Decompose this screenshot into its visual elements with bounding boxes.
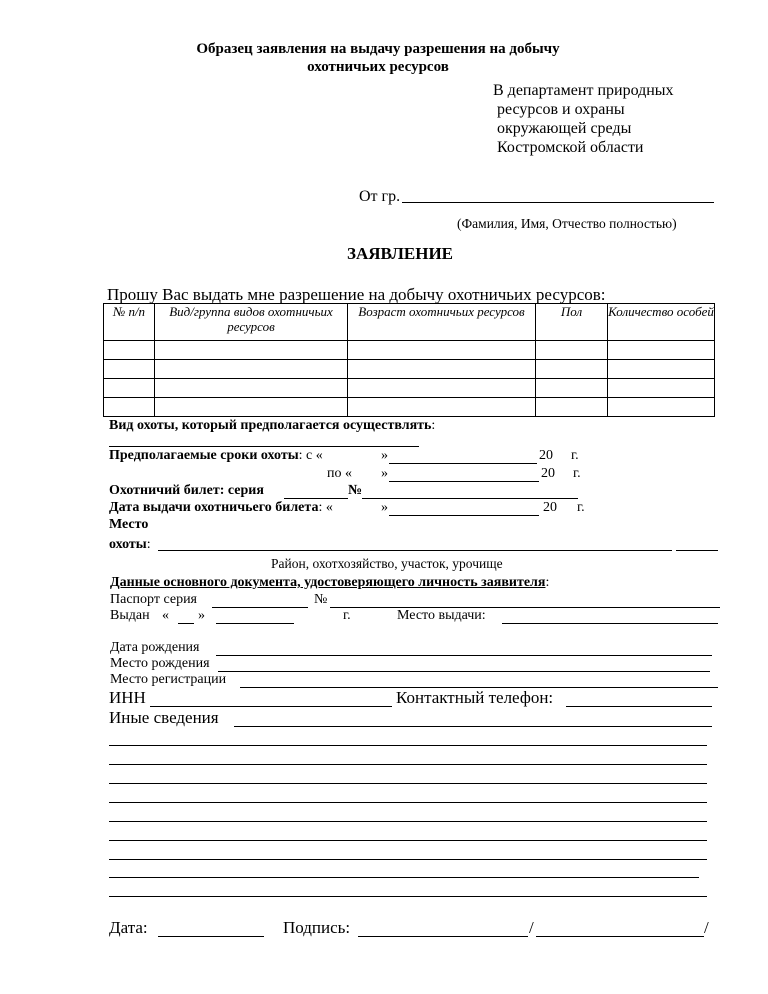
document-heading: Данные основного документа, удостоверяющего личность заявителя bbox=[110, 575, 546, 590]
phone-label: Контактный телефон: bbox=[396, 688, 554, 707]
signature-name-field[interactable] bbox=[536, 936, 704, 937]
issued-label: Выдан bbox=[110, 608, 150, 623]
table-cell[interactable] bbox=[536, 341, 608, 360]
terms-to-year-prefix: 20 bbox=[541, 466, 555, 481]
blank-line[interactable] bbox=[109, 877, 699, 878]
table-cell[interactable] bbox=[104, 379, 155, 398]
birth-date-label: Дата рождения bbox=[110, 640, 200, 655]
issued-quote-open: « bbox=[162, 608, 169, 623]
col-sex-header: Пол bbox=[536, 304, 608, 341]
inn-field[interactable] bbox=[150, 706, 392, 707]
hunt-type-colon: : bbox=[431, 418, 436, 433]
blank-line[interactable] bbox=[109, 840, 707, 841]
inn-label: ИНН bbox=[109, 688, 146, 707]
blank-line[interactable] bbox=[109, 896, 707, 897]
signature-slash: / bbox=[529, 918, 534, 937]
table-cell[interactable] bbox=[608, 398, 715, 417]
table-cell[interactable] bbox=[104, 341, 155, 360]
table-cell[interactable] bbox=[608, 341, 715, 360]
date-field[interactable] bbox=[158, 936, 264, 937]
from-label: От гр. bbox=[359, 188, 401, 205]
other-info-field[interactable] bbox=[234, 726, 712, 727]
terms-from-close-quote: » bbox=[381, 448, 388, 463]
col-count-header: Количество особей bbox=[608, 304, 715, 341]
col-number-header: № п/п bbox=[104, 304, 155, 341]
ticket-number-field[interactable] bbox=[362, 498, 578, 499]
table-cell[interactable] bbox=[348, 379, 536, 398]
terms-from-field[interactable] bbox=[389, 463, 537, 464]
table-cell[interactable] bbox=[608, 360, 715, 379]
terms-to-prefix: по « bbox=[327, 466, 352, 481]
ticket-date-open: : « bbox=[318, 500, 333, 515]
place-field[interactable] bbox=[158, 550, 672, 551]
addressee-line3: окружающей среды bbox=[497, 120, 632, 137]
addressee-line4: Костромской области bbox=[497, 139, 644, 156]
issued-quote-close: » bbox=[198, 608, 205, 623]
terms-from-year-prefix: 20 bbox=[539, 448, 553, 463]
table-cell[interactable] bbox=[104, 360, 155, 379]
place-issued-label: Место выдачи: bbox=[397, 608, 486, 623]
signature-field[interactable] bbox=[358, 936, 528, 937]
table-cell[interactable] bbox=[155, 398, 348, 417]
addressee-line2: ресурсов и охраны bbox=[497, 101, 625, 118]
table-cell[interactable] bbox=[536, 398, 608, 417]
birth-place-label: Место рождения bbox=[110, 656, 210, 671]
document-heading-colon: : bbox=[545, 575, 550, 590]
registration-label: Место регистрации bbox=[110, 672, 227, 687]
place-label-word: охоты bbox=[109, 537, 147, 552]
place-field-extra[interactable] bbox=[676, 550, 718, 551]
issued-month-field[interactable] bbox=[216, 623, 294, 624]
passport-label: Паспорт серия bbox=[110, 592, 197, 607]
signature-slash-end: / bbox=[704, 918, 709, 937]
ticket-date-year-suffix: г. bbox=[577, 500, 585, 515]
table-cell[interactable] bbox=[348, 398, 536, 417]
place-issued-field[interactable] bbox=[502, 623, 718, 624]
terms-to-close-quote: » bbox=[381, 466, 388, 481]
terms-from-row bbox=[109, 448, 323, 464]
place-colon: : bbox=[146, 537, 151, 552]
col-species-header: Вид/группа видов охотничьих ресурсов bbox=[155, 304, 348, 341]
issued-year-suffix: г. bbox=[343, 608, 351, 623]
ticket-date-label: Дата выдачи охотничьего билета bbox=[109, 500, 319, 515]
from-hint: (Фамилия, Имя, Отчество полностью) bbox=[457, 216, 677, 231]
ticket-date-close: » bbox=[381, 500, 388, 515]
hunt-type-row bbox=[109, 418, 435, 434]
from-name-field[interactable] bbox=[402, 202, 714, 203]
blank-line[interactable] bbox=[109, 745, 707, 746]
terms-to-field[interactable] bbox=[389, 481, 539, 482]
birth-place-field[interactable] bbox=[218, 671, 710, 672]
issued-day-field[interactable] bbox=[178, 623, 194, 624]
passport-series-field[interactable] bbox=[212, 607, 308, 608]
birth-date-field[interactable] bbox=[216, 655, 712, 656]
table-cell[interactable] bbox=[536, 379, 608, 398]
terms-from-prefix: : с « bbox=[298, 448, 323, 463]
passport-number-sign: № bbox=[314, 592, 328, 607]
terms-label: Предполагаемые сроки охоты bbox=[109, 448, 299, 463]
ticket-date-field[interactable] bbox=[389, 515, 539, 516]
table-row bbox=[104, 360, 715, 379]
table-row bbox=[104, 379, 715, 398]
table-cell[interactable] bbox=[155, 379, 348, 398]
terms-from-year-suffix: г. bbox=[571, 448, 579, 463]
table-cell[interactable] bbox=[608, 379, 715, 398]
table-cell[interactable] bbox=[348, 341, 536, 360]
ticket-number-sign: № bbox=[348, 483, 363, 498]
blank-line[interactable] bbox=[109, 764, 707, 765]
other-info-label: Иные сведения bbox=[109, 708, 219, 727]
request-text: Прошу Вас выдать мне разрешение на добычу охотничьих ресурсов: bbox=[107, 285, 606, 304]
blank-line[interactable] bbox=[109, 783, 707, 784]
hunt-type-label: Вид охоты, который предполагается осуществлять bbox=[109, 418, 432, 433]
place-hint: Район, охотхозяйство, участок, урочище bbox=[271, 556, 503, 571]
addressee-line1: В департамент природных bbox=[493, 82, 674, 99]
statement-heading: ЗАЯВЛЕНИЕ bbox=[347, 244, 454, 263]
table-row bbox=[104, 398, 715, 417]
table-row bbox=[104, 341, 715, 360]
col-age-header: Возраст охотничьих ресурсов bbox=[348, 304, 536, 341]
ticket-label: Охотничий билет: серия bbox=[109, 483, 264, 498]
hunt-type-field[interactable] bbox=[109, 446, 419, 447]
terms-to-year-suffix: г. bbox=[573, 466, 581, 481]
passport-number-field[interactable] bbox=[330, 607, 720, 608]
document-title-line1: Образец заявления на выдачу разрешения на добычу bbox=[196, 41, 560, 57]
ticket-series-field[interactable] bbox=[284, 498, 348, 499]
table-cell[interactable] bbox=[348, 360, 536, 379]
place-label-line1: Место bbox=[109, 517, 149, 532]
table-header-row bbox=[104, 304, 715, 341]
place-label-line2 bbox=[109, 537, 151, 553]
resources-table bbox=[103, 303, 715, 417]
document-heading-row bbox=[110, 575, 549, 591]
document-title-line2: охотничьих ресурсов bbox=[307, 59, 449, 75]
signature-label: Подпись: bbox=[283, 918, 351, 937]
blank-line[interactable] bbox=[109, 821, 707, 822]
blank-line[interactable] bbox=[109, 859, 707, 860]
phone-field[interactable] bbox=[566, 706, 712, 707]
table-cell[interactable] bbox=[536, 360, 608, 379]
ticket-date-row bbox=[109, 500, 333, 516]
blank-line[interactable] bbox=[109, 802, 707, 803]
table-cell[interactable] bbox=[155, 341, 348, 360]
table-cell[interactable] bbox=[104, 398, 155, 417]
table-cell[interactable] bbox=[155, 360, 348, 379]
date-label: Дата: bbox=[109, 918, 148, 937]
ticket-date-year-prefix: 20 bbox=[543, 500, 557, 515]
